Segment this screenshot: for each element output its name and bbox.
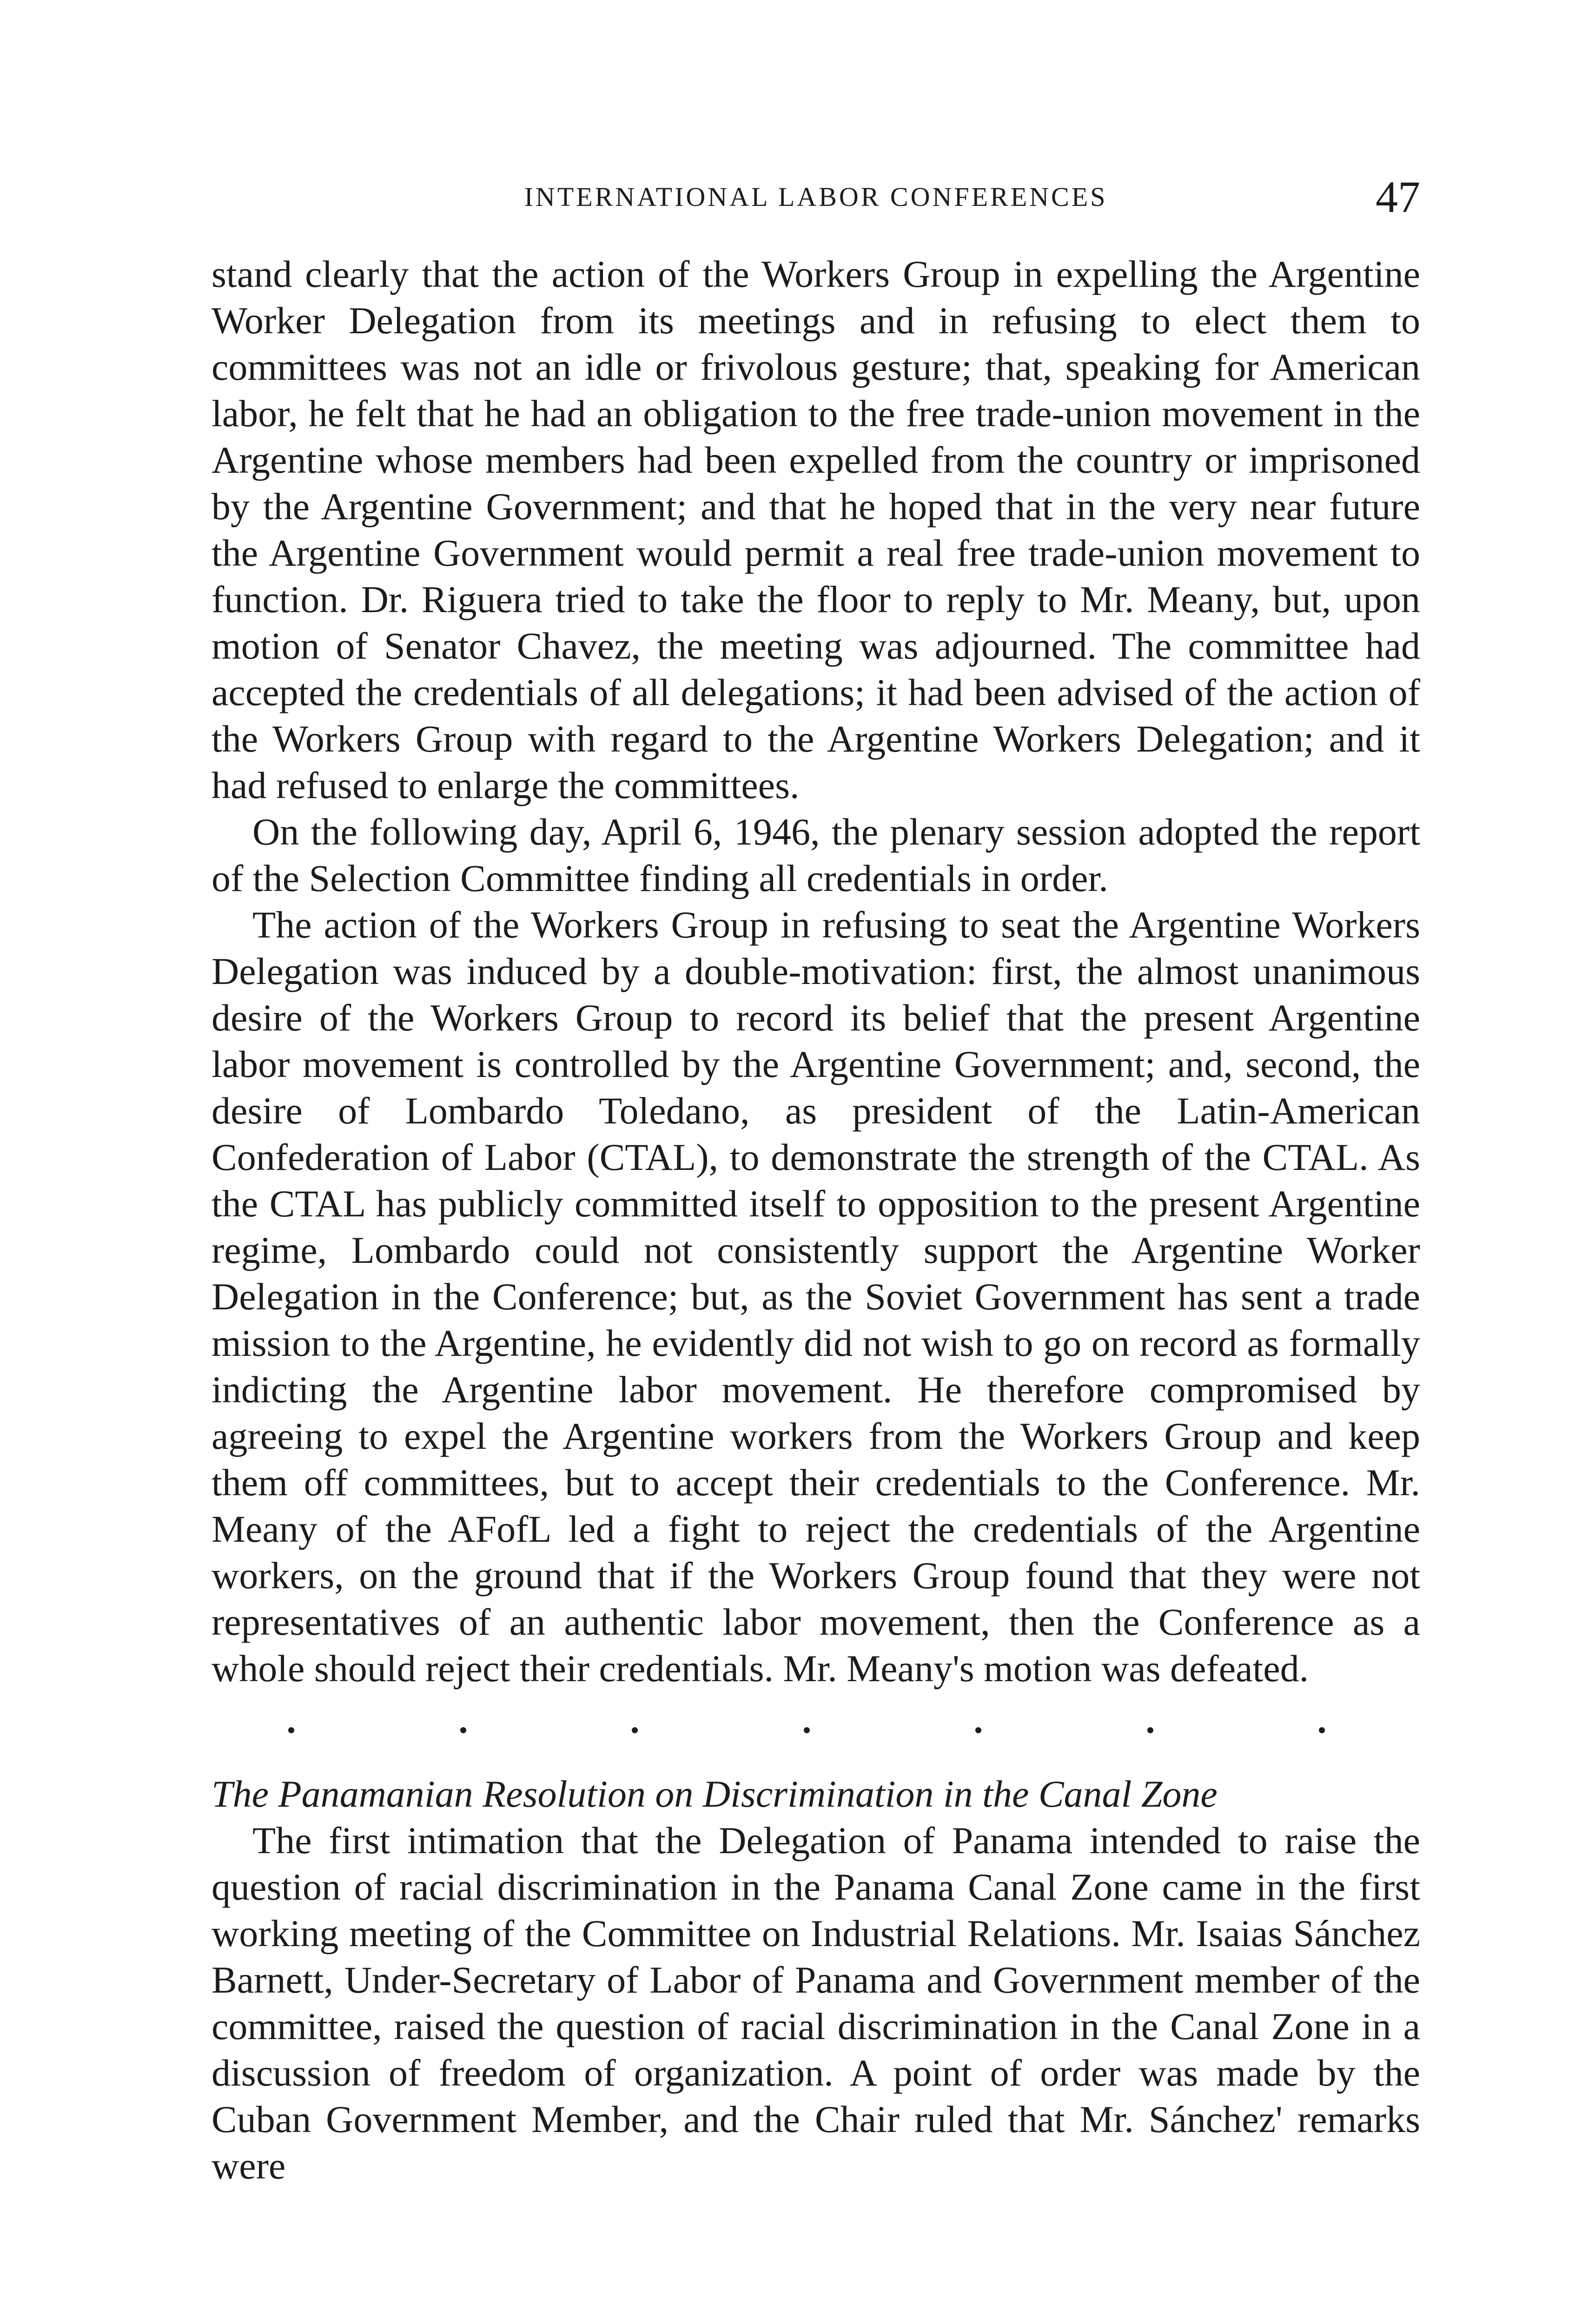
- paragraph: The first intimation that the Delegation of Panama intended to raise the question of racial discrimination in the Panama Canal Zone came in the first working meeting of the Committee on Industrial Relations. Mr. Isaias Sánchez Barnett, Under-Secretary of Labor of Panama and Government member of the committee, raised the question of racial discrimination in the Canal Zone in a discussion of freedom of organization. A point of order was made by the Cuban Government Member, and the Chair ruled that Mr. Sánchez' remarks were: [212, 1819, 1420, 2187]
- ellipsis-dot: [1147, 1727, 1153, 1733]
- ellipsis-dot: [804, 1727, 810, 1733]
- paragraph-continued: stand clearly that the action of the Workers Group in expelling the Argentine Worker Delegation from its meetings and in refusing to elect them to committees was not an idle or frivolous gesture; that, speaking for American labor, he felt that he had an obligation to the free trade-union movement in the Argentine whose members had been expelled from the country or imprisoned by the Argentine Government; and that he hoped that in the very near future the Argentine Government would permit a real free trade-union movement to function. Dr. Riguera tried to take the floor to reply to Mr. Meany, but, upon motion of Senator Chavez, the meeting was adjourned. The committee had accepted the credentials of all delegations; it had been advised of the action of the Workers Group with regard to the Argentine Workers Delegation; and it had refused to enlarge the committees.: [212, 253, 1420, 806]
- paragraph: On the following day, April 6, 1946, the plenary session adopted the report of the Selection Committee finding all credentials in order.: [212, 811, 1420, 899]
- section-break-ellipsis: [212, 1716, 1420, 1744]
- paragraph: The action of the Workers Group in refusing to seat the Argentine Workers Delegation was induced by a double-motivation: first, the almost unanimous desire of the Workers Group to record its belief that the present Argentine labor movement is controlled by the Argentine Government; and, second, the desire of Lombardo Toledano, as president of the Latin-American Confederation of Labor (CTAL), to demonstrate the strength of the CTAL. As the CTAL has publicly committed itself to opposition to the present Argentine regime, Lombardo could not consistently support the Argentine Worker Delegation in the Conference; but, as the Soviet Government has sent a trade mission to the Argentine, he evidently did not wish to go on record as formally indicting the Argentine labor movement. He therefore compromised by agreeing to expel the Argentine workers from the Workers Group and keep them off committees, but to accept their credentials to the Conference. Mr. Meany of the AFofL led a fight to reject the credentials of the Argentine workers, on the ground that if the Workers Group found that they were not representatives of an authentic labor movement, then the Conference as a whole should reject their credentials. Mr. Meany's motion was defeated.: [212, 904, 1420, 1690]
- running-head: [212, 171, 1420, 227]
- ellipsis-dot: [288, 1727, 294, 1733]
- body-text: [212, 251, 1420, 2189]
- ellipsis-dot: [975, 1727, 981, 1733]
- ellipsis-dot: [1319, 1727, 1325, 1733]
- page-number: 47: [1376, 172, 1420, 222]
- ellipsis-dot: [460, 1727, 466, 1733]
- running-title: INTERNATIONAL LABOR CONFERENCES: [524, 182, 1108, 212]
- section-heading: The Panamanian Resolution on Discrimination in the Canal Zone: [212, 1773, 1218, 1815]
- ellipsis-dot: [632, 1727, 638, 1733]
